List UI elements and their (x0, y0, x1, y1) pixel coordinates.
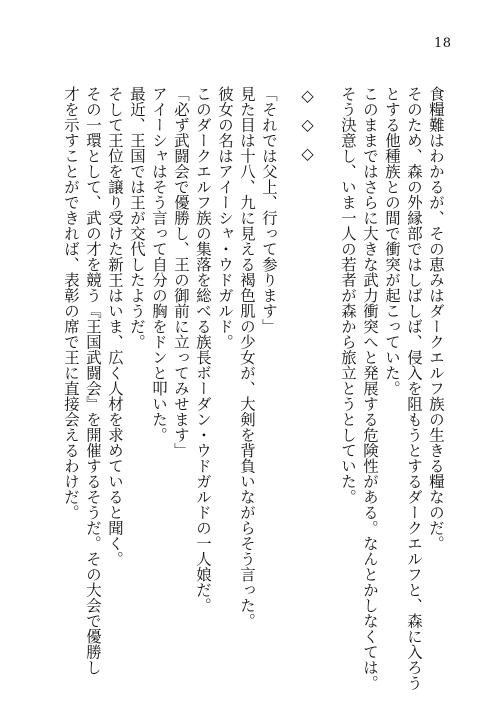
text-line: このままではさらに大きな武力衝突へと発展する危険性がある。なんとかしなくては。 (361, 86, 379, 691)
text-line: このダークエルフ族の集落を総べる族長ボーダン・ウドガルドの一人娘だ。 (194, 86, 212, 613)
page-number: 18 (434, 36, 452, 51)
text-line: 「それでは父上、行って参ります」 (260, 86, 278, 334)
text-line: とする他種族との間で衝突が起こっていた。 (383, 86, 401, 396)
text-line: その一環として、武の才を競う『王国武闘会』を開催するそうだ。その大会で優勝し (84, 86, 102, 675)
text-line: そのため、森の外縁部ではしばしば、侵入を阻もうとするダークエルフと、森に入ろう (405, 86, 423, 691)
text-line: そして王位を譲り受けた新王はいま、広く人材を求めていると聞く。 (106, 86, 124, 567)
text-line: そう決意し、いま一人の若者が森から旅立とうとしていた。 (339, 86, 357, 505)
text-line: 「必ず武闘会で優勝し、王の御前に立ってみせます」 (172, 86, 190, 458)
scene-break-separator: ◇◇◇ (298, 86, 317, 173)
text-line: 見た目は十八、九に見える褐色肌の少女が、大剣を背負いながらそう言った。 (238, 86, 256, 629)
text-line: 最近、王国では王が交代したようだ。 (128, 86, 146, 350)
text-line: 食糧難はわかるが、その恵みはダークエルフ族の生きる糧なのだ。 (427, 86, 445, 551)
text-line: 彼女の名はアイーシャ・ウドガルド。 (216, 86, 234, 350)
text-line: 才を示すことができれば、表彰の席で王に直接会えるわけだ。 (62, 86, 80, 520)
text-line: アイーシャはそう言って自分の胸をドンと叩いた。 (150, 86, 168, 443)
